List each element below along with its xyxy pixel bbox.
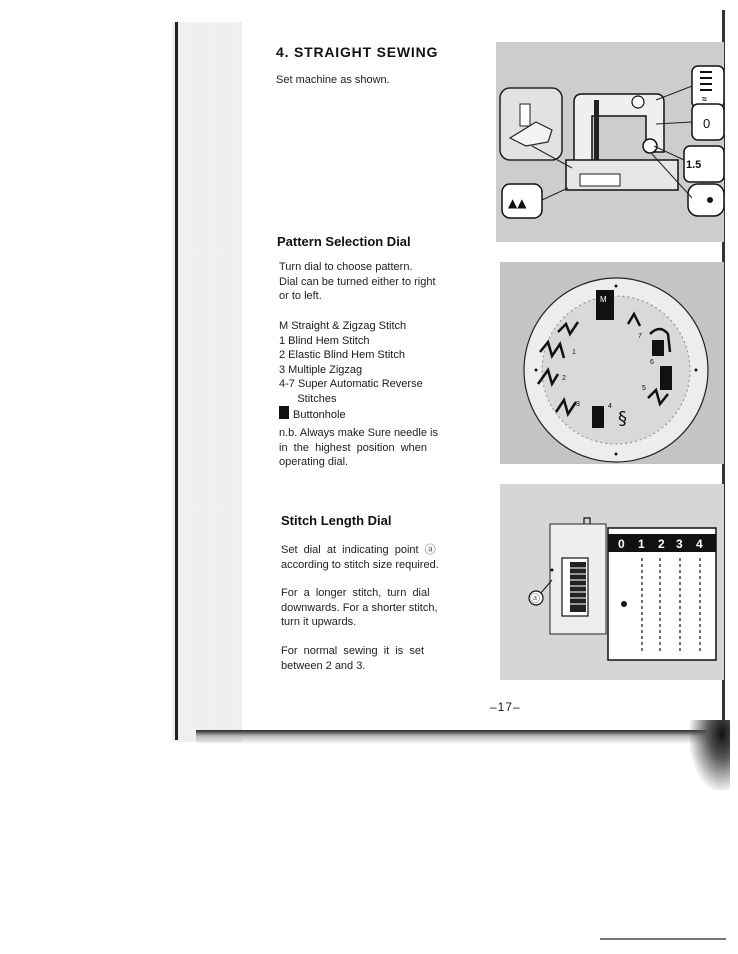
text-line: For normal sewing it is set bbox=[281, 645, 425, 657]
list-item: M Straight & Zigzag Stitch bbox=[279, 320, 407, 332]
scale-0: 0 bbox=[618, 537, 625, 551]
pattern-list bbox=[279, 319, 423, 423]
text-line: operating dial. bbox=[279, 456, 349, 468]
stitch-length-para2 bbox=[281, 586, 438, 630]
book-page-edges bbox=[172, 22, 242, 742]
dial-mark: 7 bbox=[638, 333, 642, 340]
corner-shadow bbox=[690, 720, 730, 790]
list-item: 4-7 Super Automatic Reverse bbox=[279, 378, 423, 390]
figure1-label: 1.5 bbox=[686, 159, 702, 171]
dial-mark-m: M bbox=[600, 295, 607, 304]
text-line: according to stitch size required. bbox=[281, 558, 439, 571]
dial-mark: 2 bbox=[562, 375, 566, 382]
stitch-length-para3 bbox=[281, 644, 424, 673]
pattern-dial-heading: Pattern Selection Dial bbox=[277, 234, 411, 249]
stitch-length-figure bbox=[500, 484, 724, 680]
page-number: –17– bbox=[490, 700, 521, 714]
list-item: Stitches bbox=[279, 392, 337, 405]
list-item: 2 Elastic Blind Hem Stitch bbox=[279, 349, 405, 361]
dial-mark: 1 bbox=[572, 349, 576, 356]
text-line: or to left. bbox=[279, 290, 322, 302]
text-line: For a longer stitch, turn dial bbox=[281, 587, 430, 599]
svg-text:≈: ≈ bbox=[702, 94, 707, 104]
section-title: 4. STRAIGHT SEWING bbox=[276, 44, 439, 60]
pattern-dial-figure bbox=[500, 262, 724, 464]
list-item: 1 Blind Hem Stitch bbox=[279, 334, 370, 347]
scale-2: 2 bbox=[658, 537, 665, 551]
text-line: Turn dial to choose pattern. bbox=[279, 261, 413, 273]
text-line: downwards. For a shorter stitch, bbox=[281, 601, 438, 614]
machine-setup-figure bbox=[496, 42, 724, 242]
buttonhole-label: Buttonhole bbox=[293, 409, 346, 421]
scale-4: 4 bbox=[696, 537, 703, 551]
text-line: turn it upwards. bbox=[281, 616, 357, 628]
scale-3: 3 bbox=[676, 537, 683, 551]
list-item-buttonhole bbox=[279, 406, 423, 423]
pointer-label: ⓐ bbox=[530, 594, 540, 605]
list-item: 3 Multiple Zigzag bbox=[279, 363, 363, 376]
section-intro: Set machine as shown. bbox=[276, 74, 390, 86]
dial-mark: 4 bbox=[608, 403, 612, 410]
figure1-label: 0 bbox=[703, 116, 711, 131]
scan-artifact-line bbox=[600, 938, 726, 940]
text-line: in the highest position when bbox=[279, 441, 427, 454]
dial-mark: 3 bbox=[576, 401, 580, 408]
dial-mark: 5 bbox=[642, 385, 646, 392]
pattern-dial-description bbox=[279, 260, 436, 304]
stitch-length-heading: Stitch Length Dial bbox=[281, 513, 392, 528]
pattern-dial-note bbox=[279, 426, 438, 470]
text-line: between 2 and 3. bbox=[281, 659, 366, 672]
text-line: Set dial at indicating point ⓐ bbox=[281, 544, 436, 556]
feed-dog-symbol: ▲▲ bbox=[508, 196, 527, 210]
book-spine bbox=[175, 22, 178, 740]
buttonhole-icon bbox=[279, 406, 289, 419]
text-line: n.b. Always make Sure needle is bbox=[279, 427, 438, 439]
svg-text:§: § bbox=[618, 408, 627, 429]
scale-1: 1 bbox=[638, 537, 645, 551]
stitch-length-para1 bbox=[281, 543, 439, 572]
page-bottom-edge bbox=[196, 730, 726, 744]
dial-mark: 6 bbox=[650, 359, 654, 366]
text-line: Dial can be turned either to right bbox=[279, 275, 436, 288]
